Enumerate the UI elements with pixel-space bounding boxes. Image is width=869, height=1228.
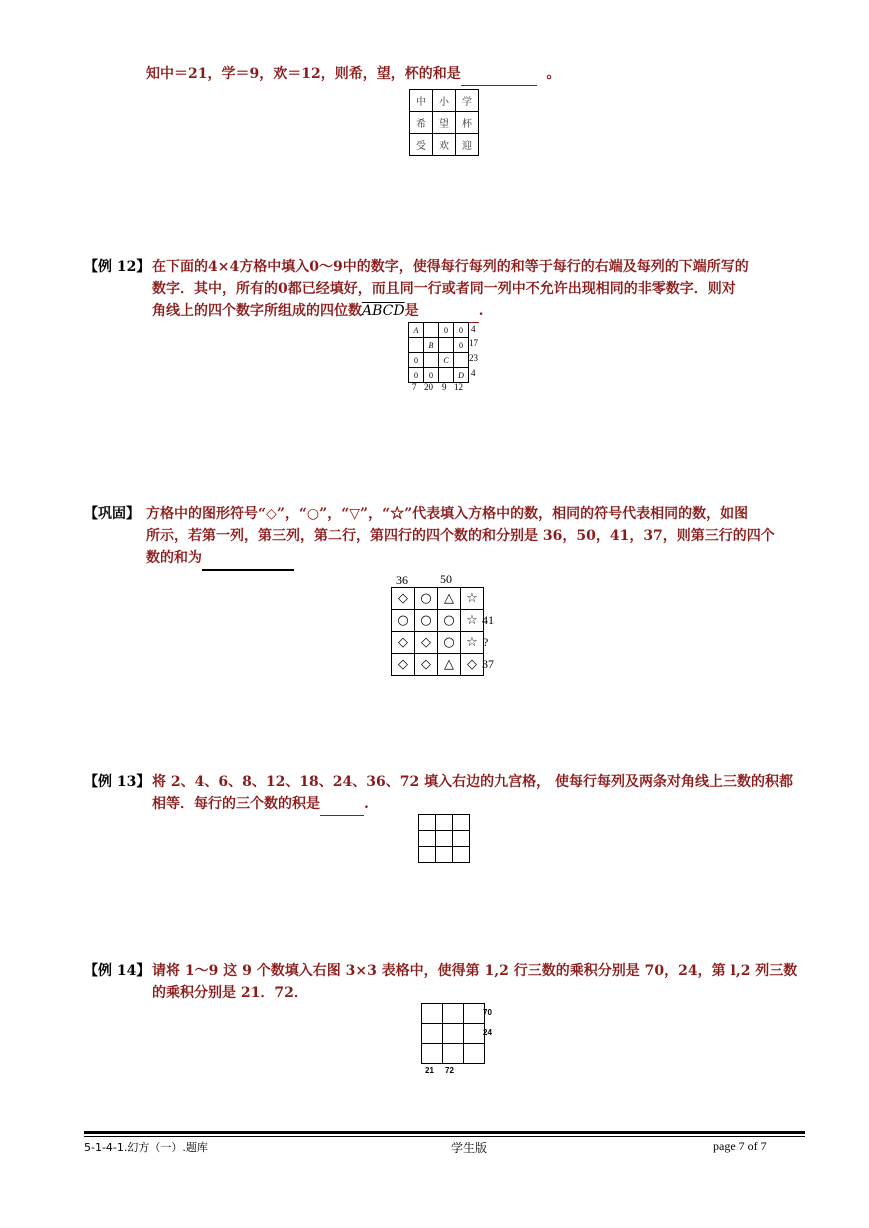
grid-cell: [439, 368, 454, 383]
grid-cell: [419, 815, 436, 831]
grid-cell: [436, 847, 453, 863]
grid-cell: 迎: [456, 134, 479, 156]
grid-cell: [436, 831, 453, 847]
grid-cell: 0: [439, 323, 454, 338]
symbol-cell: ◇: [392, 654, 415, 676]
grid-cell: 杯: [456, 112, 479, 134]
grid-cell: 希: [410, 112, 433, 134]
grid-cell: [443, 1024, 464, 1044]
grid-cell: 欢: [433, 134, 456, 156]
answer-blank: [320, 793, 364, 816]
consolidate-line3: 数的和为: [146, 547, 294, 571]
symbol-cell: ◇: [415, 632, 438, 654]
row-sum: 4: [471, 324, 476, 334]
example13-line2: 相等．每行的三个数的积是 .: [152, 793, 369, 816]
abcd-number: ABCD: [362, 303, 405, 319]
grid-cell: D: [454, 368, 469, 383]
symbol-cell: ○: [438, 610, 461, 632]
col-sum: 9: [442, 382, 447, 392]
example13-label: 【例 13】: [84, 774, 151, 790]
grid-cell: [464, 1024, 485, 1044]
column-total: 50: [440, 572, 452, 586]
grid-cell: [419, 847, 436, 863]
example14-line2: 的乘积分别是 21．72．: [152, 985, 308, 1001]
product-grid-3x3: [421, 1003, 485, 1064]
row-sum: 17: [469, 338, 478, 348]
grid-cell: 学: [456, 90, 479, 112]
symbol-cell: ○: [415, 610, 438, 632]
grid-cell: [422, 1044, 443, 1064]
col-product: 72: [445, 1066, 454, 1075]
row-sum: 4: [471, 368, 476, 378]
col-sum: 7: [412, 382, 417, 392]
grid-cell: 0: [409, 353, 424, 368]
grid-cell: [439, 338, 454, 353]
digit-grid-4x4: [408, 322, 469, 383]
symbol-cell: ☆: [461, 632, 484, 654]
answer-blank: [202, 547, 294, 571]
example14-line1: 请将 1～9 这 9 个数填入右图 3×3 表格中，使得第 1,2 行三数的乘积分别是 70，24，第 l,2 列三数: [152, 963, 798, 979]
consolidate-line2: 所示，若第一列，第三列，第二行，第四行的四个数的和分别是 36，50，41，37，则第三行的四个: [146, 528, 775, 544]
symbol-cell: ◇: [415, 654, 438, 676]
grid-cell: 0: [454, 338, 469, 353]
nine-grid: [418, 814, 470, 863]
col-sum: 20: [424, 382, 433, 392]
symbol-cell: ◇: [392, 588, 415, 610]
grid-cell: 0: [424, 368, 439, 383]
grid-cell: [443, 1044, 464, 1064]
example12-line2: 数字．其中，所有的0都已经填好，而且同一行或者同一列中不允许出现相同的非零数字．则对: [152, 281, 736, 297]
example12-label: 【例 12】: [84, 259, 151, 275]
footer-page-number: page 7 of 7: [713, 1139, 767, 1153]
grid-cell: C: [439, 353, 454, 368]
symbol-cell: ○: [392, 610, 415, 632]
symbol-grid-4x4: [391, 587, 484, 676]
symbol-cell: ○: [415, 588, 438, 610]
col-product: 21: [425, 1066, 434, 1075]
grid-cell: [419, 831, 436, 847]
symbol-cell: △: [438, 588, 461, 610]
grid-cell: 小: [433, 90, 456, 112]
example14-label: 【例 14】: [84, 963, 151, 979]
grid-cell: [422, 1024, 443, 1044]
symbol-cell: ◇: [392, 632, 415, 654]
answer-blank: [461, 63, 537, 86]
symbol-cell: ○: [438, 632, 461, 654]
grid-cell: [464, 1044, 485, 1064]
col-sum: 12: [454, 382, 463, 392]
grid-cell: [436, 815, 453, 831]
row-product: 24: [483, 1028, 492, 1037]
grid-cell: [443, 1004, 464, 1024]
grid-cell: [409, 338, 424, 353]
grid-cell: A: [409, 323, 424, 338]
grid-cell: [424, 323, 439, 338]
example13-line1: 将 2、4、6、8、12、18、24、36、72 填入右边的九宫格， 使每行每列及两条对角线上三数的积都: [152, 774, 793, 790]
example12-line3: 角线上的四个数字所组成的四位数ABCD是 .: [152, 300, 483, 323]
grid-cell: [453, 847, 470, 863]
grid-cell: 0: [409, 368, 424, 383]
grid-cell: 受: [410, 134, 433, 156]
grid-cell: [464, 1004, 485, 1024]
consolidate-label: 【巩固】: [84, 506, 140, 522]
footer-rule-thick: [84, 1131, 805, 1134]
chinese-char-grid: [409, 89, 479, 156]
symbol-cell: ☆: [461, 610, 484, 632]
grid-cell: [422, 1004, 443, 1024]
footer-edition: 学生版: [451, 1141, 488, 1155]
symbol-cell: ◇: [461, 654, 484, 676]
row-sum: 23: [469, 353, 478, 363]
grid-cell: [453, 815, 470, 831]
grid-cell: [453, 831, 470, 847]
row-total: 41: [482, 613, 494, 627]
symbol-cell: ☆: [461, 588, 484, 610]
footer-rule-thin: [84, 1136, 805, 1137]
example12-line1: 在下面的4×4方格中填入0～9中的数字，使得每行每列的和等于每行的右端及每列的下端所写的: [152, 259, 749, 275]
consolidate-line1: 方格中的图形符号“◇”，“○”，“▽”，“☆”代表填入方格中的数，相同的符号代表相同的数，如图: [146, 506, 749, 522]
grid-cell: B: [424, 338, 439, 353]
footer-doc-title: 5-1-4-1.幻方（一）.题库: [84, 1141, 208, 1154]
grid-cell: 中: [410, 90, 433, 112]
grid-cell: [424, 353, 439, 368]
grid-cell: 望: [433, 112, 456, 134]
column-total: 36: [396, 573, 408, 587]
row-total: 37: [482, 657, 494, 671]
answer-blank: [419, 300, 479, 323]
grid-cell: 0: [454, 323, 469, 338]
row-total: ?: [483, 635, 489, 649]
row-product: 70: [483, 1008, 492, 1017]
problem-top-text: 知中＝21，学＝9，欢＝12，则希，望，杯的和是 。: [146, 63, 560, 86]
symbol-cell: △: [438, 654, 461, 676]
grid-cell: [454, 353, 469, 368]
